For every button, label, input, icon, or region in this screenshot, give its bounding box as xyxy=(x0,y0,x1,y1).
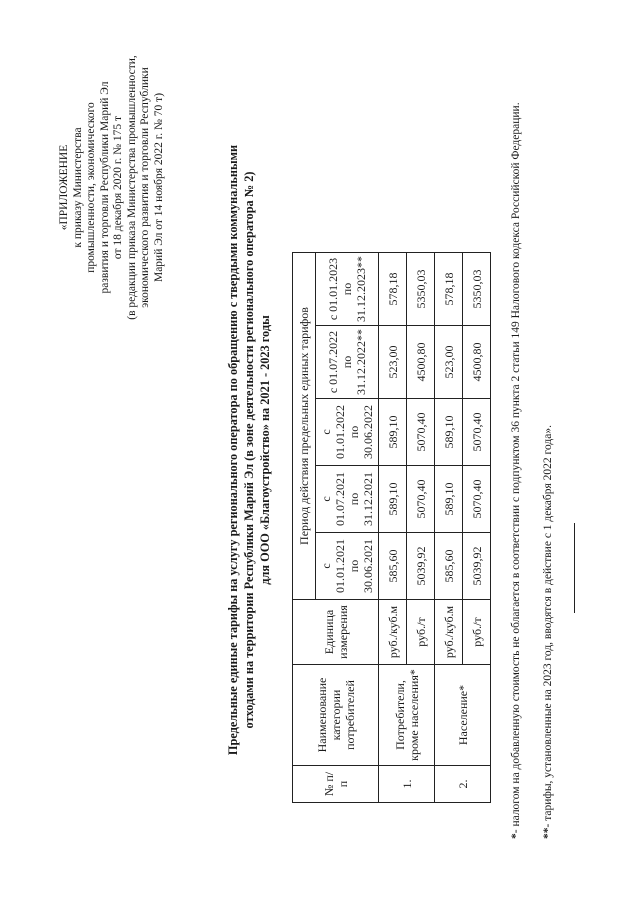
table-row xyxy=(435,253,463,803)
appendix-line: промышленности, экономического xyxy=(85,102,97,273)
header-category: Наименование категории потребителей xyxy=(293,665,379,766)
appendix-line: от 18 декабря 2020 г. № 175 т xyxy=(112,115,124,260)
header-period-3: с 01.01.2022 по 30.06.2022 xyxy=(316,399,379,466)
row-unit: руб./куб.м xyxy=(435,600,463,665)
appendix-line: к приказу Министерства xyxy=(71,127,84,248)
table-row xyxy=(379,253,407,803)
tariff-value: 5070,40 xyxy=(463,399,491,466)
row-unit: руб./т xyxy=(407,600,435,665)
header-period-2: с 01.07.2021 по 31.12.2021 xyxy=(316,466,379,533)
header-period-1: с 01.01.2021 по 30.06.2021 xyxy=(316,533,379,600)
tariff-value: 5070,40 xyxy=(407,466,435,533)
header-unit: Единица измерения xyxy=(293,600,379,665)
tariff-value: 5070,40 xyxy=(407,399,435,466)
tariff-value: 589,10 xyxy=(379,399,407,466)
tariff-value: 523,00 xyxy=(435,326,463,399)
appendix-line: Марий Эл от 14 ноября 2022 г. № 70 т) xyxy=(152,92,165,283)
tariff-value: 589,10 xyxy=(379,466,407,533)
footnote-vat xyxy=(508,69,524,839)
title-line: для ООО «Благоустройство» на 2021 - 2023 годы xyxy=(258,315,272,585)
tariff-value: 523,00 xyxy=(379,326,407,399)
tariff-value: 589,10 xyxy=(435,399,463,466)
title-line: отходами на территории Республики Марий Эл (в зоне деятельности регионального оператора № 2) xyxy=(242,171,256,729)
footnote-marker: * xyxy=(510,833,522,839)
header-period-4: с 01.07.2022 по 31.12.2022** xyxy=(316,326,379,399)
tariff-value: 5039,92 xyxy=(463,533,491,600)
tariff-value: 5039,92 xyxy=(407,533,435,600)
tariff-value: 5350,03 xyxy=(463,253,491,326)
table-header-row xyxy=(293,253,316,803)
appendix-header xyxy=(58,25,166,350)
header-number: № п/п xyxy=(293,766,379,803)
header-period-5: с 01.01.2023 по 31.12.2023** xyxy=(316,253,379,326)
tariff-value: 585,60 xyxy=(435,533,463,600)
tariff-table xyxy=(292,252,491,803)
tariff-value: 589,10 xyxy=(435,466,463,533)
row-unit: руб./куб.м xyxy=(379,600,407,665)
header-period: Период действия предельных единых тарифов xyxy=(293,253,316,600)
row-category: Население* xyxy=(435,665,491,766)
appendix-line: развития и торговли Республики Марий Эл xyxy=(98,81,111,294)
tariff-value: 5070,40 xyxy=(463,466,491,533)
footnote-text: - тарифы, установленные на 2023 год, вводятся в действие с 1 декабря 2022 года». xyxy=(542,425,554,828)
row-number: 2. xyxy=(435,766,491,803)
footnote-text: - налогом на добавленную стоимость не облагается в соответствии с подпунктом 36 пункта 2 статьи 149 Налогового кодекса Российской Федерации. xyxy=(510,102,522,834)
row-unit: руб./т xyxy=(463,600,491,665)
appendix-line: экономического развития и торговли Республики xyxy=(139,67,151,308)
tariff-value: 4500,80 xyxy=(407,326,435,399)
footnote-marker: ** xyxy=(542,827,554,839)
tariff-value: 5350,03 xyxy=(407,253,435,326)
row-category: Потребители, кроме населения* xyxy=(379,665,435,766)
appendix-line: «ПРИЛОЖЕНИЕ xyxy=(58,144,70,231)
appendix-line: (в редакции приказа Министерства промышленности, xyxy=(125,55,138,320)
tariff-value: 578,18 xyxy=(379,253,407,326)
separator-line xyxy=(574,523,575,613)
document-title xyxy=(225,55,273,845)
tariff-value: 4500,80 xyxy=(463,326,491,399)
footnote-2023 xyxy=(540,69,556,839)
row-number: 1. xyxy=(379,766,435,803)
tariff-value: 578,18 xyxy=(435,253,463,326)
title-line: Предельные единые тарифы на услугу регионального оператора по обращению с твердыми коммунальными xyxy=(226,144,240,756)
tariff-value: 585,60 xyxy=(379,533,407,600)
